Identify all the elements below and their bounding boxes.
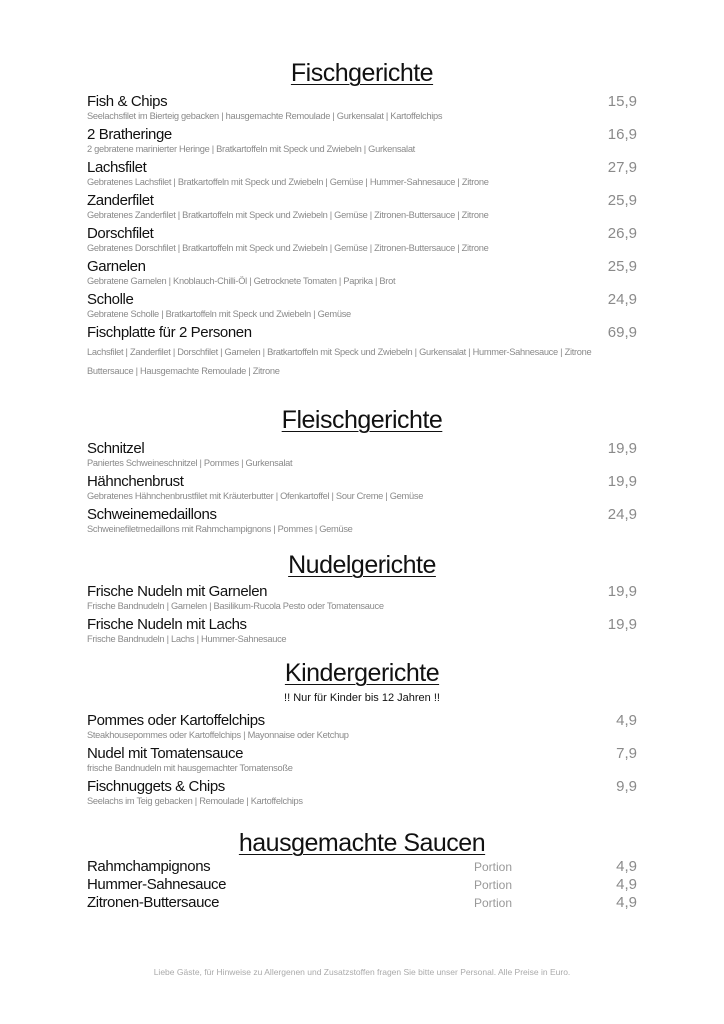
- item-description: Frische Bandnudeln | Garnelen | Basilikum-Rucola Pesto oder Tomatensauce: [87, 601, 384, 611]
- item-price: 69,9: [607, 324, 637, 341]
- menu-item: [87, 473, 637, 506]
- menu-item: [87, 712, 637, 745]
- item-description: Steakhousepommes oder Kartoffelchips | Mayonnaise oder Ketchup: [87, 730, 349, 740]
- item-name: Fish & Chips: [87, 93, 168, 110]
- item-description: frische Bandnudeln mit hausgemachter Tomatensoße: [87, 763, 293, 773]
- item-price: 19,9: [607, 583, 637, 600]
- item-description: Seelachs im Teig gebacken | Remoulade | Kartoffelchips: [87, 796, 303, 806]
- menu-item: [87, 778, 637, 811]
- item-price: 15,9: [607, 93, 637, 110]
- menu-item: [87, 506, 637, 539]
- item-name: Frische Nudeln mit Lachs: [87, 616, 247, 633]
- item-description: Paniertes Schweineschnitzel | Pommes | Gurkensalat: [87, 458, 293, 468]
- item-description: Lachsfilet | Zanderfilet | Dorschfilet | Garnelen | Bratkartoffeln mit Speck und Zwiebeln | Gurkensalat | Hummer-Sahnesauce | Zitrone Buttersauce | Hausgemachte Remoulade | Zitrone: [87, 347, 592, 376]
- item-price: 27,9: [607, 159, 637, 176]
- section-title-saucen: hausgemachte Saucen: [238, 829, 486, 857]
- item-name: Schweinemedaillons: [87, 506, 217, 523]
- menu-item: [87, 126, 637, 159]
- sauce-name: Zitronen-Buttersauce: [87, 894, 220, 911]
- item-name: Zanderfilet: [87, 192, 154, 209]
- menu-item: [87, 225, 637, 258]
- sauce-name: Hummer-Sahnesauce: [87, 876, 227, 893]
- section-nudelgerichte: [87, 583, 637, 649]
- menu-item: [87, 159, 637, 192]
- item-price: 26,9: [607, 225, 637, 242]
- menu-item: [87, 324, 637, 376]
- item-price: 19,9: [607, 473, 637, 490]
- menu-item: [87, 192, 637, 225]
- section-kindergerichte: [87, 712, 637, 811]
- sauce-item: [87, 876, 637, 894]
- item-price: 19,9: [607, 440, 637, 457]
- item-description: Frische Bandnudeln | Lachs | Hummer-Sahnesauce: [87, 634, 287, 644]
- item-name: Dorschfilet: [87, 225, 154, 242]
- item-name: Fischplatte für 2 Personen: [87, 324, 252, 341]
- section-title-fleischgerichte: Fleischgerichte: [281, 406, 443, 434]
- item-price: 16,9: [607, 126, 637, 143]
- item-price: 9,9: [616, 778, 637, 795]
- item-price: 24,9: [607, 506, 637, 523]
- item-description: Gebratenes Hähnchenbrustfilet mit Kräuterbutter | Ofenkartoffel | Sour Creme | Gemüse: [87, 491, 424, 501]
- item-name: Nudel mit Tomatensauce: [87, 745, 244, 762]
- menu-item: [87, 616, 637, 649]
- item-name: Schnitzel: [87, 440, 145, 457]
- sauce-price: 4,9: [616, 894, 637, 911]
- item-name: Scholle: [87, 291, 134, 308]
- sauce-item: [87, 858, 637, 876]
- sauce-unit: Portion: [474, 896, 513, 910]
- section-fischgerichte: [87, 93, 637, 376]
- item-name: Frische Nudeln mit Garnelen: [87, 583, 268, 600]
- section-title-fischgerichte: Fischgerichte: [290, 59, 434, 87]
- menu-item: [87, 93, 637, 126]
- sauce-unit: Portion: [474, 878, 513, 892]
- footer-note: Liebe Gäste, für Hinweise zu Allergenen und Zusatzstoffen fragen Sie bitte unser Personal. Alle Preise in Euro.: [153, 967, 571, 977]
- item-price: 4,9: [616, 712, 637, 729]
- sauce-price: 4,9: [616, 858, 637, 875]
- sauce-price: 4,9: [616, 876, 637, 893]
- item-description: Gebratenes Zanderfilet | Bratkartoffeln mit Speck und Zwiebeln | Gemüse | Zitronen-Buttersauce | Zitrone: [87, 210, 489, 220]
- item-name: 2 Bratheringe: [87, 126, 172, 143]
- sauce-unit: Portion: [474, 860, 513, 874]
- item-name: Fischnuggets & Chips: [87, 778, 225, 795]
- kinder-notice: !! Nur für Kinder bis 12 Jahren !!: [284, 692, 440, 704]
- menu-item: [87, 258, 637, 291]
- menu-item: [87, 440, 637, 473]
- item-description: Gebratene Scholle | Bratkartoffeln mit Speck und Zwiebeln | Gemüse: [87, 309, 351, 319]
- item-description: Seelachsfilet im Bierteig gebacken | hausgemachte Remoulade | Gurkensalat | Kartoffelchips: [87, 111, 443, 121]
- section-fleischgerichte: [87, 440, 637, 539]
- section-title-nudelgerichte: Nudelgerichte: [288, 551, 436, 579]
- item-name: Pommes oder Kartoffelchips: [87, 712, 265, 729]
- item-description: Schweinefiletmedaillons mit Rahmchampignons | Pommes | Gemüse: [87, 524, 353, 534]
- item-description: Gebratene Garnelen | Knoblauch-Chilli-Öl | Getrocknete Tomaten | Paprika | Brot: [87, 276, 396, 286]
- item-name: Lachsfilet: [87, 159, 147, 176]
- item-name: Garnelen: [87, 258, 146, 275]
- section-title-kindergerichte: Kindergerichte: [284, 659, 440, 687]
- item-price: 24,9: [607, 291, 637, 308]
- item-price: 25,9: [607, 192, 637, 209]
- menu-item: [87, 291, 637, 324]
- item-price: 7,9: [616, 745, 637, 762]
- section-saucen: [87, 858, 637, 912]
- item-description: Gebratenes Lachsfilet | Bratkartoffeln mit Speck und Zwiebeln | Gemüse | Hummer-Sahnesauce | Zitrone: [87, 177, 489, 187]
- sauce-name: Rahmchampignons: [87, 858, 211, 875]
- item-name: Hähnchenbrust: [87, 473, 184, 490]
- item-description: Gebratenes Dorschfilet | Bratkartoffeln mit Speck und Zwiebeln | Gemüse | Zitronen-Buttersauce | Zitrone: [87, 243, 489, 253]
- item-price: 25,9: [607, 258, 637, 275]
- sauce-item: [87, 894, 637, 912]
- menu-item: [87, 583, 637, 616]
- item-price: 19,9: [607, 616, 637, 633]
- item-description: 2 gebratene marinierter Heringe | Bratkartoffeln mit Speck und Zwiebeln | Gurkensalat: [87, 144, 415, 154]
- menu-item: [87, 745, 637, 778]
